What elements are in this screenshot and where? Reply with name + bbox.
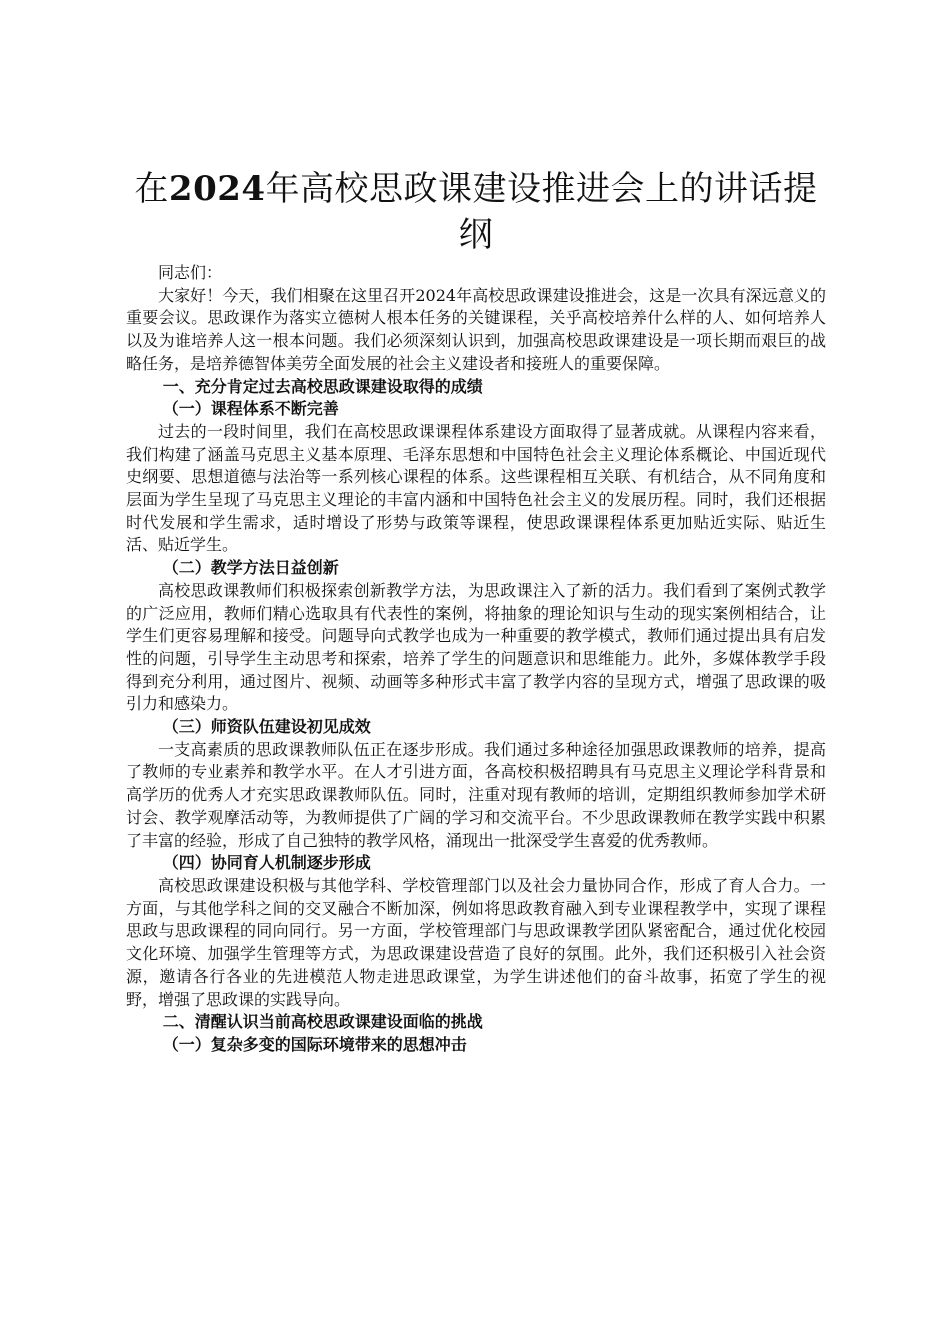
subsection-1-2-body: 高校思政课教师们积极探索创新教学方法，为思政课注入了新的活力。我们看到了案例式教学的广泛应用，教师们精心选取具有代表性的案例，将抽象的理论知识与生动的现实案例相结合，让学生们更容易理解和接受。问题导向式教学也成为一种重要的教学模式，教师们通过提出具有启发性的问题，引导学生主动思考和探索，培养了学生的问题意识和思维能力。此外，多媒体教学手段得到充分利用，通过图片、视频、动画等多种形式丰富了教学内容的呈现方式，增强了思政课的吸引力和感染力。 xyxy=(126,580,826,714)
subsection-1-2-heading: （二）教学方法日益创新 xyxy=(162,558,339,578)
subsection-1-1-body: 过去的一段时间里，我们在高校思政课课程体系建设方面取得了显著成就。从课程内容来看，我们构建了涵盖马克思主义基本原理、毛泽东思想和中国特色社会主义理论体系概论、中国近现代史纲要、思想道德与法治等一系列核心课程的体系。这些课程相互关联、有机结合，从不同角度和层面为学生呈现了马克思主义理论的丰富内涵和中国特色社会主义的发展历程。同时，我们还根据时代发展和学生需求，适时增设了形势与政策等课程，使思政课课程体系更加贴近实际、贴近生活、贴近学生。 xyxy=(126,421,826,555)
subsection-1-4-heading: （四）协同育人机制逐步形成 xyxy=(162,853,371,873)
title-prefix: 在 xyxy=(134,169,169,209)
intro-paragraph: 大家好！今天，我们相聚在这里召开2024年高校思政课建设推进会，这是一次具有深远意义的重要会议。思政课作为落实立德树人根本任务的关键课程，关乎高校培养什么样的人、如何培养人以及为谁培养人这一根本问题。我们必须深刻认识到，加强高校思政课建设是一项长期而艰巨的战略任务，是培养德智体美劳全面发展的社会主义建设者和接班人的重要保障。 xyxy=(126,285,826,373)
subsection-1-4-body: 高校思政课建设积极与其他学科、学校管理部门以及社会力量协同合作，形成了育人合力。一方面，与其他学科之间的交叉融合不断加深，例如将思政教育融入到专业课程教学中，实现了课程思政与思政课程的同向同行。另一方面，学校管理部门与思政课教学团队紧密配合，通过优化校园文化环境、加强学生管理等方式，为思政课建设营造了良好的氛围。此外，我们还积极引入社会资源，邀请各行各业的先进模范人物走进思政课堂，为学生讲述他们的奋斗故事，拓宽了学生的视野，增强了思政课的实践导向。 xyxy=(126,875,826,1009)
section-2-heading: 二、清醒认识当前高校思政课建设面临的挑战 xyxy=(162,1012,483,1032)
subsection-1-3-heading: （三）师资队伍建设初见成效 xyxy=(162,717,371,737)
document-page xyxy=(126,166,826,1057)
document-title xyxy=(126,166,826,258)
title-suffix: 年高校思政课建设推进会上的讲话提纲 xyxy=(265,169,818,255)
subsection-1-3-body: 一支高素质的思政课教师队伍正在逐步形成。我们通过多种途径加强思政课教师的培养，提高了教师的专业素养和教学水平。在人才引进方面，各高校积极招聘具有马克思主义理论学科背景和高学历的优秀人才充实思政课教师队伍。同时，注重对现有教师的培训，定期组织教师参加学术研讨会、教学观摩活动等，为教师提供了广阔的学习和交流平台。不少思政课教师在教学实践中积累了丰富的经验，形成了自己独特的教学风格，涌现出一批深受学生喜爱的优秀教师。 xyxy=(126,739,826,850)
subsection-1-1-heading: （一）课程体系不断完善 xyxy=(162,399,339,419)
salutation: 同志们： xyxy=(158,263,223,282)
section-1-heading: 一、充分肯定过去高校思政课建设取得的成绩 xyxy=(162,376,483,396)
subsection-2-1-heading: （一）复杂多变的国际环境带来的思想冲击 xyxy=(162,1034,467,1054)
title-year: 2024 xyxy=(168,169,266,209)
